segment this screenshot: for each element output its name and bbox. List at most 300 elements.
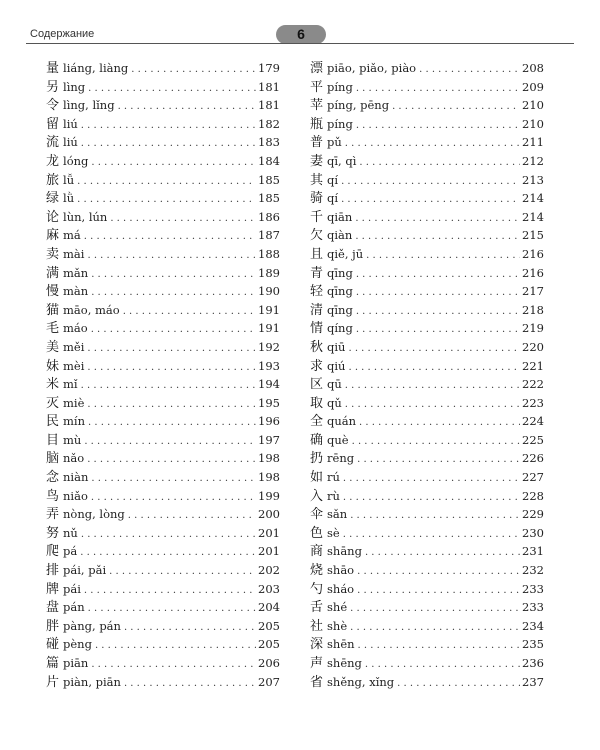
- dot-leader: [131, 61, 256, 80]
- index-entry: [46, 115, 280, 134]
- entry-pinyin: pàng, pán: [63, 618, 121, 633]
- entry-pinyin: lǜ: [63, 191, 75, 206]
- index-entry: [310, 635, 544, 654]
- entry-page-number: 201: [258, 525, 280, 540]
- dot-leader: [345, 377, 520, 396]
- dot-leader: [84, 433, 256, 452]
- entry-pinyin: sè: [327, 525, 340, 540]
- entry-character: 美: [46, 339, 60, 355]
- index-entry: [46, 580, 280, 599]
- entry-character: 妻: [310, 153, 324, 169]
- entry-pinyin: rú: [327, 470, 340, 485]
- entry-character: 米: [46, 377, 60, 393]
- entry-pinyin: qīng: [327, 302, 353, 317]
- entry-character: 灭: [46, 395, 60, 411]
- index-entry: [46, 654, 280, 673]
- dot-leader: [91, 154, 256, 173]
- index-entry: [310, 431, 544, 450]
- entry-pinyin: mù: [63, 432, 82, 447]
- entry-page-number: 237: [522, 674, 544, 689]
- index-entry: [310, 654, 544, 673]
- dot-leader: [81, 526, 256, 545]
- entry-character: 念: [46, 470, 60, 486]
- entry-page-number: 211: [522, 135, 544, 150]
- entry-page-number: 192: [258, 339, 280, 354]
- entry-character: 情: [310, 321, 324, 337]
- page-header: [26, 22, 574, 46]
- dot-leader: [343, 470, 520, 489]
- dot-leader: [81, 135, 256, 154]
- entry-pinyin: shēng: [327, 656, 362, 670]
- entry-pinyin: pán: [63, 600, 85, 615]
- dot-leader: [359, 414, 520, 433]
- right-index-column: [310, 59, 544, 691]
- index-entry: [310, 394, 544, 413]
- dot-leader: [350, 619, 520, 638]
- entry-pinyin: qiān: [327, 209, 353, 224]
- entry-page-number: 215: [522, 228, 544, 243]
- entry-pinyin: piāo, piǎo, piào: [327, 61, 417, 75]
- dot-leader: [357, 582, 520, 601]
- entry-page-number: 190: [258, 284, 280, 299]
- dot-leader: [397, 675, 520, 694]
- entry-character: 胖: [46, 618, 60, 634]
- index-entry: [46, 487, 280, 506]
- entry-page-number: 225: [522, 432, 544, 447]
- entry-pinyin: sǎn: [327, 507, 348, 522]
- entry-page-number: 232: [522, 563, 544, 578]
- entry-page-number: 204: [258, 600, 280, 615]
- dot-leader: [359, 154, 520, 173]
- entry-character: 满: [46, 265, 60, 281]
- entry-character: 量: [46, 61, 60, 76]
- entry-pinyin: mèi: [63, 358, 85, 373]
- entry-pinyin: pái, pǎi: [63, 563, 107, 578]
- index-entry: [310, 673, 544, 692]
- entry-character: 勺: [310, 581, 324, 597]
- index-entry: [310, 282, 544, 301]
- entry-page-number: 210: [522, 116, 544, 131]
- entry-page-number: 214: [522, 191, 544, 206]
- entry-character: 脑: [46, 451, 60, 467]
- dot-leader: [348, 340, 520, 359]
- dot-leader: [118, 98, 256, 117]
- dot-leader: [87, 247, 256, 266]
- entry-pinyin: má: [63, 228, 81, 243]
- index-entry: [46, 282, 280, 301]
- entry-page-number: 205: [258, 618, 280, 633]
- entry-page-number: 228: [522, 488, 544, 503]
- index-entry: [46, 412, 280, 431]
- dot-leader: [110, 210, 256, 229]
- entry-character: 鸟: [46, 488, 60, 504]
- entry-page-number: 212: [522, 153, 544, 168]
- entry-pinyin: màn: [63, 284, 89, 299]
- entry-character: 绿: [46, 191, 60, 207]
- entry-page-number: 196: [258, 414, 280, 429]
- left-index-column: [46, 59, 280, 691]
- entry-character: 烧: [310, 563, 324, 579]
- entry-pinyin: què: [327, 432, 349, 447]
- section-title: Содержание: [30, 28, 95, 40]
- entry-page-number: 234: [522, 618, 544, 633]
- entry-pinyin: qīng: [327, 265, 353, 280]
- index-entry: [310, 487, 544, 506]
- entry-character: 平: [310, 79, 324, 95]
- entry-page-number: 188: [258, 246, 280, 261]
- entry-pinyin: mǐ: [63, 377, 78, 392]
- index-entry: [46, 617, 280, 636]
- dot-leader: [345, 396, 520, 415]
- dot-leader: [341, 191, 520, 210]
- index-entry: [46, 375, 280, 394]
- index-entry: [310, 189, 544, 208]
- entry-pinyin: lùn, lún: [63, 209, 108, 224]
- entry-character: 且: [310, 246, 324, 262]
- entry-page-number: 235: [522, 637, 544, 652]
- entry-pinyin: shāng: [327, 544, 362, 559]
- index-entry: [310, 245, 544, 264]
- entry-character: 青: [310, 265, 324, 281]
- entry-page-number: 187: [258, 228, 280, 243]
- entry-pinyin: qǔ: [327, 395, 342, 410]
- entry-pinyin: pái: [63, 581, 81, 596]
- entry-character: 流: [46, 135, 60, 151]
- entry-character: 碰: [46, 637, 60, 653]
- entry-page-number: 207: [258, 674, 280, 689]
- entry-page-number: 185: [258, 191, 280, 206]
- dot-leader: [366, 247, 520, 266]
- entry-page-number: 214: [522, 209, 544, 224]
- entry-pinyin: liú: [63, 116, 78, 131]
- entry-pinyin: rù: [327, 488, 340, 503]
- index-entry: [310, 505, 544, 524]
- entry-page-number: 224: [522, 414, 544, 429]
- index-entry: [310, 96, 544, 115]
- entry-character: 令: [46, 98, 60, 114]
- entry-pinyin: lìng, lǐng: [63, 98, 115, 113]
- entry-character: 商: [310, 544, 324, 560]
- entry-page-number: 233: [522, 581, 544, 596]
- dot-leader: [358, 637, 521, 656]
- entry-pinyin: qíng: [327, 321, 353, 336]
- entry-page-number: 182: [258, 116, 280, 131]
- dot-leader: [87, 340, 256, 359]
- entry-pinyin: lìng: [63, 79, 86, 94]
- entry-character: 弄: [46, 507, 60, 523]
- entry-page-number: 209: [522, 79, 544, 94]
- entry-character: 区: [310, 377, 324, 393]
- index-entry: [46, 542, 280, 561]
- index-entry: [310, 412, 544, 431]
- entry-character: 片: [46, 674, 60, 690]
- dot-leader: [84, 582, 256, 601]
- entry-character: 秋: [310, 339, 324, 355]
- entry-page-number: 227: [522, 470, 544, 485]
- index-entry: [310, 561, 544, 580]
- index-entry: [46, 449, 280, 468]
- entry-pinyin: quán: [327, 414, 357, 429]
- dot-leader: [84, 228, 256, 247]
- index-entry: [310, 115, 544, 134]
- entry-pinyin: lóng: [63, 153, 89, 168]
- entry-character: 卖: [46, 246, 60, 262]
- dot-leader: [91, 470, 256, 489]
- dot-leader: [419, 61, 520, 80]
- index-entry: [46, 208, 280, 227]
- entry-page-number: 199: [258, 488, 280, 503]
- entry-pinyin: piān: [63, 656, 89, 670]
- page-number-badge: 6: [276, 25, 326, 44]
- entry-page-number: 200: [258, 507, 280, 522]
- entry-page-number: 222: [522, 377, 544, 392]
- entry-character: 论: [46, 209, 60, 225]
- entry-page-number: 193: [258, 358, 280, 373]
- entry-pinyin: mǎn: [63, 265, 89, 280]
- entry-page-number: 179: [258, 61, 280, 75]
- dot-leader: [356, 321, 520, 340]
- entry-character: 努: [46, 525, 60, 541]
- entry-pinyin: shěng, xǐng: [327, 674, 395, 689]
- entry-page-number: 208: [522, 61, 544, 75]
- entry-pinyin: mài: [63, 246, 85, 261]
- entry-character: 声: [310, 656, 324, 671]
- entry-pinyin: shēn: [327, 637, 355, 652]
- index-entry: [46, 394, 280, 413]
- dot-leader: [124, 675, 256, 694]
- entry-page-number: 223: [522, 395, 544, 410]
- index-entry: [310, 468, 544, 487]
- entry-character: 取: [310, 395, 324, 411]
- entry-character: 旅: [46, 172, 60, 188]
- entry-pinyin: qīng: [327, 284, 353, 299]
- entry-pinyin: pǔ: [327, 135, 342, 150]
- dot-leader: [87, 396, 256, 415]
- entry-character: 求: [310, 358, 324, 374]
- entry-character: 省: [310, 674, 324, 690]
- dot-leader: [365, 544, 520, 563]
- index-entry: [46, 598, 280, 617]
- index-entry: [310, 59, 544, 78]
- index-entry: [46, 524, 280, 543]
- entry-page-number: 216: [522, 246, 544, 261]
- index-entry: [310, 598, 544, 617]
- entry-pinyin: liáng, liàng: [63, 61, 129, 75]
- entry-pinyin: rēng: [327, 451, 355, 466]
- entry-page-number: 221: [522, 358, 544, 373]
- index-entry: [46, 171, 280, 190]
- entry-character: 篇: [46, 656, 60, 671]
- entry-character: 漂: [310, 61, 324, 76]
- dot-leader: [350, 600, 520, 619]
- entry-character: 目: [46, 432, 60, 448]
- dot-leader: [124, 619, 256, 638]
- entry-character: 排: [46, 563, 60, 579]
- entry-page-number: 185: [258, 172, 280, 187]
- entry-pinyin: máo: [63, 321, 88, 336]
- entry-pinyin: shé: [327, 600, 348, 615]
- dot-leader: [348, 359, 520, 378]
- dot-leader: [356, 284, 520, 303]
- index-entry: [46, 505, 280, 524]
- index-entry: [310, 338, 544, 357]
- entry-character: 如: [310, 470, 324, 486]
- entry-character: 社: [310, 618, 324, 634]
- index-entry: [46, 96, 280, 115]
- entry-page-number: 213: [522, 172, 544, 187]
- entry-pinyin: měi: [63, 339, 85, 354]
- entry-page-number: 218: [522, 302, 544, 317]
- index-entry: [310, 319, 544, 338]
- index-entry: [46, 189, 280, 208]
- entry-page-number: 203: [258, 581, 280, 596]
- entry-character: 猫: [46, 302, 60, 318]
- entry-pinyin: qiū: [327, 339, 346, 354]
- header-rule: [26, 43, 574, 44]
- entry-page-number: 210: [522, 98, 544, 113]
- entry-pinyin: nǔ: [63, 525, 78, 540]
- entry-page-number: 217: [522, 284, 544, 299]
- entry-page-number: 184: [258, 153, 280, 168]
- entry-pinyin: miè: [63, 395, 85, 410]
- entry-pinyin: māo, máo: [63, 302, 120, 317]
- index-entry: [310, 524, 544, 543]
- entry-page-number: 201: [258, 544, 280, 559]
- entry-character: 民: [46, 414, 60, 430]
- dot-leader: [357, 563, 520, 582]
- index-entry: [310, 133, 544, 152]
- dot-leader: [392, 98, 520, 117]
- entry-character: 盘: [46, 600, 60, 616]
- dot-leader: [343, 526, 520, 545]
- index-entry: [310, 375, 544, 394]
- index-entry: [46, 133, 280, 152]
- entry-character: 爬: [46, 544, 60, 560]
- entry-pinyin: qī, qì: [327, 153, 357, 168]
- entry-pinyin: pá: [63, 544, 78, 559]
- index-entry: [46, 264, 280, 283]
- entry-character: 色: [310, 525, 324, 541]
- entry-page-number: 181: [258, 98, 280, 113]
- index-entry: [46, 226, 280, 245]
- entry-character: 麻: [46, 228, 60, 244]
- entry-pinyin: pèng: [63, 637, 92, 652]
- dot-leader: [123, 303, 256, 322]
- index-entry: [310, 357, 544, 376]
- entry-character: 瓶: [310, 116, 324, 132]
- entry-page-number: 198: [258, 451, 280, 466]
- index-entry: [310, 617, 544, 636]
- entry-character: 伞: [310, 507, 324, 523]
- dot-leader: [343, 489, 520, 508]
- entry-page-number: 197: [258, 432, 280, 447]
- entry-character: 全: [310, 414, 324, 430]
- entry-page-number: 233: [522, 600, 544, 615]
- entry-pinyin: shāo: [327, 563, 355, 578]
- entry-character: 普: [310, 135, 324, 151]
- index-entry: [310, 78, 544, 97]
- entry-page-number: 216: [522, 265, 544, 280]
- index-entry: [46, 561, 280, 580]
- entry-pinyin: qiú: [327, 358, 346, 373]
- dot-leader: [341, 173, 520, 192]
- dot-leader: [352, 433, 520, 452]
- entry-page-number: 186: [258, 209, 280, 224]
- index-entry: [46, 59, 280, 78]
- entry-page-number: 205: [258, 637, 280, 652]
- index-entry: [310, 171, 544, 190]
- entry-character: 确: [310, 432, 324, 448]
- entry-page-number: 181: [258, 79, 280, 94]
- index-entry: [46, 468, 280, 487]
- index-entry: [310, 226, 544, 245]
- entry-pinyin: sháo: [327, 581, 355, 596]
- entry-page-number: 194: [258, 377, 280, 392]
- entry-character: 另: [46, 79, 60, 95]
- index-entry: [310, 301, 544, 320]
- dot-leader: [356, 117, 520, 136]
- dot-leader: [77, 173, 256, 192]
- index-entry: [46, 338, 280, 357]
- entry-character: 千: [310, 209, 324, 225]
- dot-leader: [357, 451, 520, 470]
- index-entry: [310, 208, 544, 227]
- entry-character: 留: [46, 116, 60, 132]
- index-entry: [46, 319, 280, 338]
- entry-page-number: 220: [522, 339, 544, 354]
- entry-pinyin: píng: [327, 79, 353, 94]
- index-entry: [46, 152, 280, 171]
- entry-character: 毛: [46, 321, 60, 337]
- index-entry: [310, 264, 544, 283]
- entry-pinyin: niàn: [63, 470, 89, 485]
- entry-pinyin: piàn, piān: [63, 674, 121, 689]
- entry-pinyin: nǎo: [63, 451, 85, 466]
- entry-character: 轻: [310, 284, 324, 300]
- dot-leader: [356, 266, 520, 285]
- entry-character: 深: [310, 637, 324, 653]
- entry-pinyin: qí: [327, 172, 339, 187]
- entry-page-number: 206: [258, 656, 280, 670]
- entry-character: 入: [310, 488, 324, 504]
- dot-leader: [355, 210, 520, 229]
- entry-pinyin: píng: [327, 116, 353, 131]
- dot-leader: [81, 117, 256, 136]
- entry-pinyin: qū: [327, 377, 342, 392]
- entry-page-number: 219: [522, 321, 544, 336]
- dot-leader: [355, 228, 520, 247]
- dot-leader: [87, 451, 256, 470]
- dot-leader: [88, 414, 256, 433]
- entry-character: 欠: [310, 228, 324, 244]
- dot-leader: [128, 507, 256, 526]
- entry-pinyin: niǎo: [63, 488, 88, 503]
- index-entry: [310, 449, 544, 468]
- index-entry: [310, 542, 544, 561]
- dot-leader: [356, 303, 520, 322]
- entry-pinyin: qí: [327, 191, 339, 206]
- entry-character: 清: [310, 302, 324, 318]
- dot-leader: [87, 359, 256, 378]
- entry-character: 牌: [46, 581, 60, 597]
- dot-leader: [91, 321, 256, 340]
- entry-page-number: 236: [522, 656, 544, 670]
- dot-leader: [345, 135, 520, 154]
- entry-page-number: 202: [258, 563, 280, 578]
- entry-page-number: 226: [522, 451, 544, 466]
- entry-page-number: 183: [258, 135, 280, 150]
- entry-page-number: 230: [522, 525, 544, 540]
